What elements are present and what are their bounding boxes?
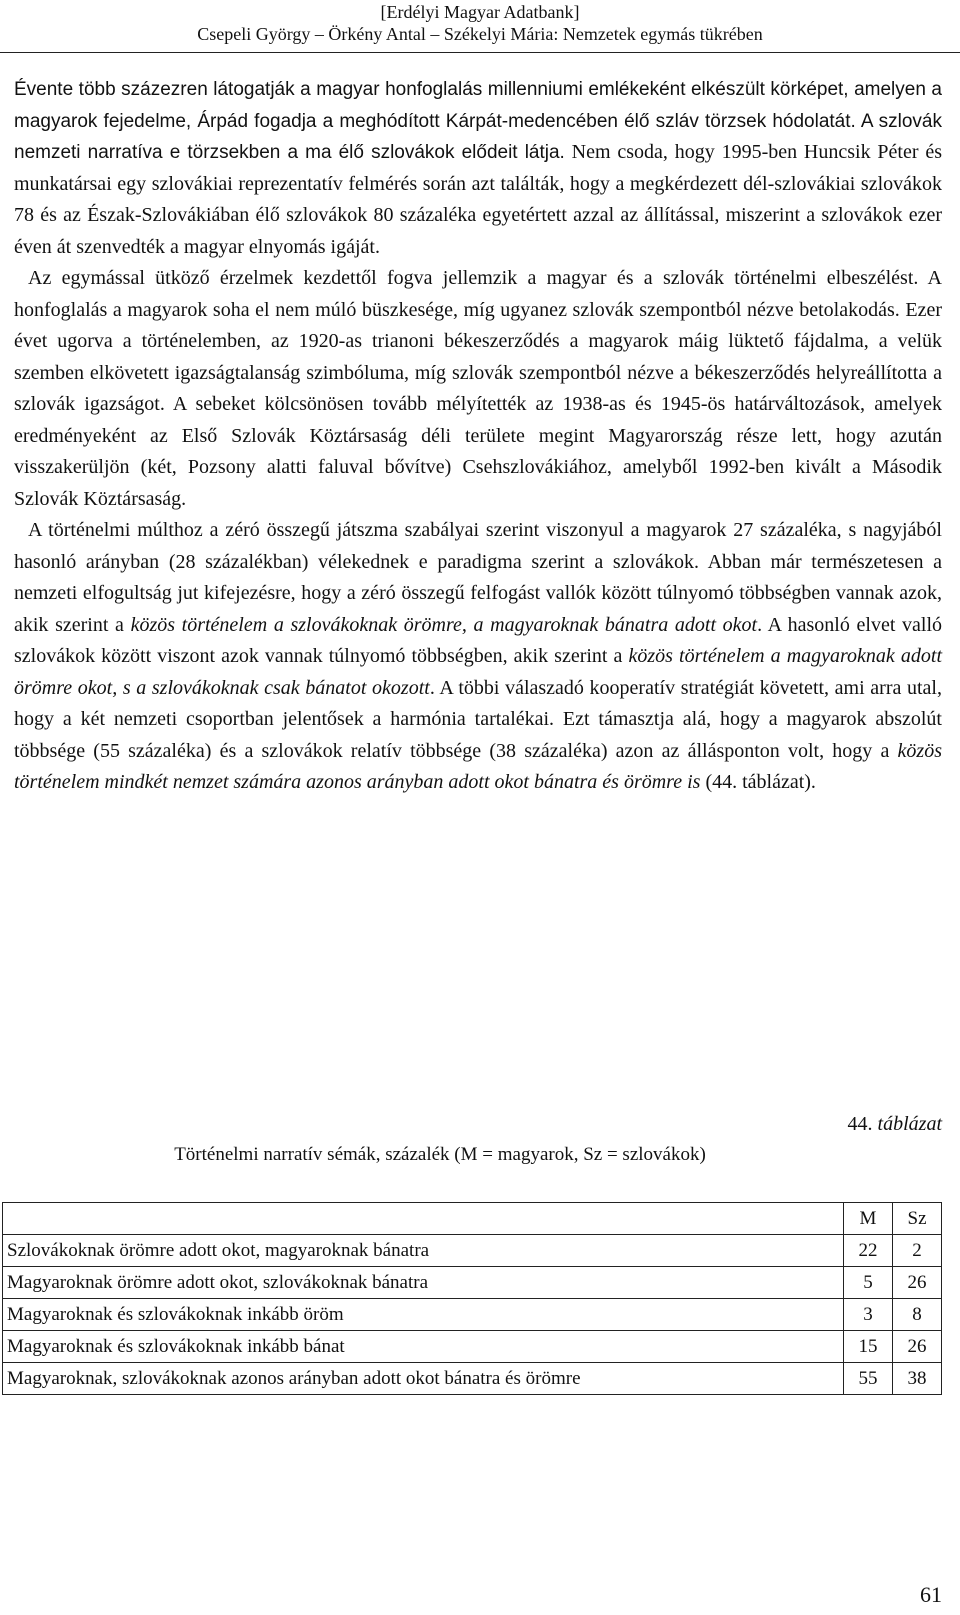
body-text: [14, 74, 942, 799]
p3-text-a: A történelmi múlthoz a zéró összegű játszma szabályai szerint viszonyul a magyarok 27 százaléka, s nagyjából hasonló arányban (28 százalékban) vélekednek e paradigma szerint a szlovákok. Abban már természetesen a nemzeti elfogultság jut kifejezésre, hogy a zéró összegű felfogást vallók között túlnyomó többségben vannak azok, akik szerint a: [14, 519, 942, 636]
column-sz: Sz: [893, 1203, 942, 1235]
paragraph-1-intro: Évente több százezren látogatják a magyar honfoglalás millenniumi emlékeként elkészült körképet, amelyen a magyarok fejedelme, Árpád fogadja a meghódított Kárpát-medencében élő szláv törzsek hódolatát. A szlovák nemzeti narratíva e törzsekben a ma élő szlovákok elődeit látja.: [14, 79, 942, 163]
p3-italic-1: közös történelem a szlovákoknak örömre, a magyaroknak bánatra adott okot: [130, 613, 758, 636]
row-m-value: 5: [844, 1267, 893, 1299]
table-header-row: [3, 1203, 942, 1235]
row-label: Magyaroknak, szlovákoknak azonos arányban adott okot bánatra és örömre: [3, 1363, 844, 1395]
row-label: Szlovákoknak örömre adott okot, magyaroknak bánatra: [3, 1235, 844, 1267]
p3-text-b: . A hasonló elvet valló szlovákok között viszont azok vannak túlnyomó többségben, akik szerint a: [14, 613, 943, 667]
p3-text-d: (44. táblázat).: [700, 771, 816, 793]
row-sz-value: 8: [893, 1299, 942, 1331]
paragraph-1-rest: Nem csoda, hogy 1995-ben Huncsik Péter és munkatársai egy szlovákiai reprezentatív felmérés során azt találták, hogy a megkérdezett dél-szlovákiai szlovákok 78 és az Észak-Szlovákiában élő szlovákok 80 százaléka egyetértett azzal az állítással, miszerint a szlovákok ezer éven át szenvedték a magyar elnyomás igáját.: [14, 141, 942, 258]
paragraph-1: [14, 74, 942, 263]
table-row: [3, 1299, 942, 1331]
row-sz-value: 26: [893, 1267, 942, 1299]
table-row: [3, 1267, 942, 1299]
table-row: [3, 1331, 942, 1363]
row-sz-value: 38: [893, 1363, 942, 1395]
paragraph-3: [14, 515, 942, 799]
row-label: Magyaroknak és szlovákoknak inkább öröm: [3, 1299, 844, 1331]
paragraph-2: Az egymással ütköző érzelmek kezdettől fogva jellemzik a magyar és a szlovák történelmi elbeszélést. A honfoglalás a magyarok soha el nem múló büszkesége, míg ugyanez szlovák szempontból nézve betolakodás. Ezer évet ugorva a történelemben, az 1920-as trianoni békeszerződés a magyarok máig lüktető fájdalma, a velük szemben elkövetett igazságtalanság szimbóluma, míg szlovák szempontból nézve a békeszerződés helyreállította a szlovák igazságot. A sebeket kölcsönösen tovább mélyítették az 1938-as és 1945-ös határváltozások, amelyek eredményeként az Első Szlovák Köztársaság déli területe megint Magyarország része lett, hogy azután visszakerüljön (két, Pozsony alatti faluval bővítve) Csehszlovákiához, amelyből 1992-ben kivált a Második Szlovák Köztársaság.: [14, 267, 942, 510]
page-number: 61: [920, 1582, 942, 1607]
source-label: [Erdélyi Magyar Adatbank]: [380, 2, 580, 22]
table-label-word: táblázat: [877, 1113, 942, 1135]
column-m: M: [844, 1203, 893, 1235]
row-sz-value: 26: [893, 1331, 942, 1363]
running-header: [0, 0, 960, 53]
row-m-value: 22: [844, 1235, 893, 1267]
table-header-blank: [3, 1203, 844, 1235]
row-m-value: 55: [844, 1363, 893, 1395]
row-m-value: 3: [844, 1299, 893, 1331]
data-table: [2, 1202, 942, 1395]
p3-italic-2: közös történelem a magyaroknak adott örömre okot, s a szlovákoknak csak bánatot okozott: [14, 645, 942, 699]
table-row: [3, 1363, 942, 1395]
authors-title: Csepeli György – Örkény Antal – Székelyi Mária: Nemzetek egymás tükrében: [197, 24, 763, 44]
row-sz-value: 2: [893, 1235, 942, 1267]
table-number-value: 44.: [847, 1113, 873, 1135]
p3-text-c: . A többi válaszadó kooperatív stratégiát követett, ami arra utal, hogy a két nemzeti csoportban jelentősek a harmónia tartalékai. Ezt támasztja alá, hogy a magyarok abszolút többsége (55 százaléka) és a szlovákok relatív többsége (38 százaléka) azon az állásponton volt, hogy a: [14, 676, 942, 762]
row-m-value: 15: [844, 1331, 893, 1363]
row-label: Magyaroknak és szlovákoknak inkább bánat: [3, 1331, 844, 1363]
table-number: [848, 1113, 942, 1136]
p3-italic-3: közös történelem mindkét nemzet számára azonos arányban adott okot bánatra és örömre is: [14, 739, 942, 793]
row-label: Magyaroknak örömre adott okot, szlovákoknak bánatra: [3, 1267, 844, 1299]
table-title: Történelmi narratív sémák, százalék (M = magyarok, Sz = szlovákok): [174, 1144, 706, 1165]
table-row: [3, 1235, 942, 1267]
